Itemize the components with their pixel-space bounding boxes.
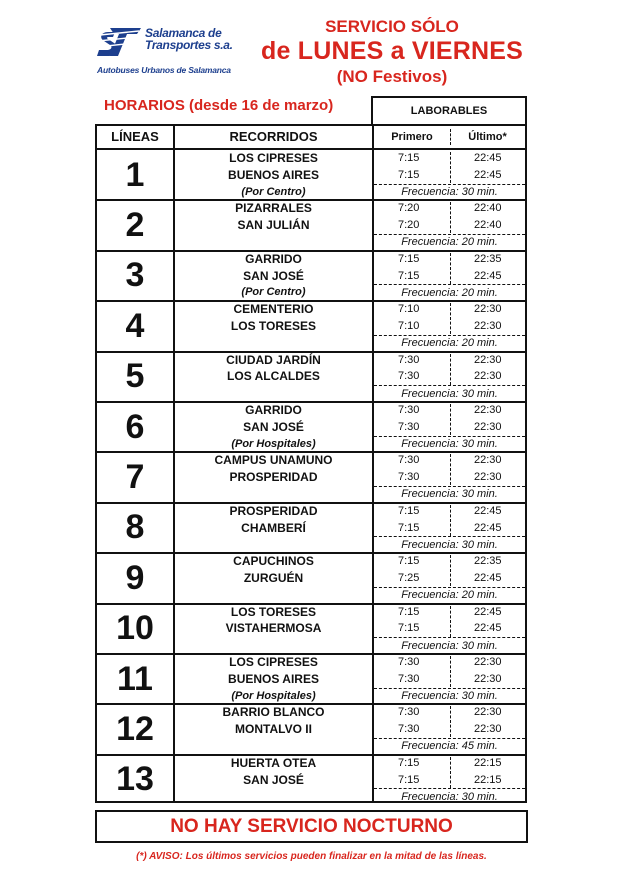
route-stop: CIUDAD JARDÍN	[226, 352, 321, 367]
column-header-primero: Primero	[391, 131, 433, 143]
first-departure-time: 7:15	[398, 504, 420, 517]
time-dash-divider	[450, 202, 451, 233]
line-row-2	[97, 200, 525, 250]
route-stop: SAN JOSÉ	[243, 772, 304, 787]
route-stop: BARRIO BLANCO	[222, 705, 325, 720]
first-departure-time: 7:20	[398, 219, 420, 232]
line-number: 7	[125, 458, 145, 497]
column-header-lineas: LÍNEAS	[111, 129, 159, 144]
frequency-label: Frecuencia: 20 min.	[401, 589, 498, 602]
route-stop: HUERTA OTEA	[230, 755, 317, 770]
route-stop: VISTAHERMOSA	[225, 621, 322, 636]
last-departure-time: 22:45	[474, 152, 502, 164]
last-departure-time: 22:45	[474, 269, 502, 282]
route-stop: CHAMBERÍ	[241, 520, 306, 535]
first-departure-time: 7:30	[398, 471, 420, 484]
last-departure-time: 22:40	[474, 202, 502, 215]
line-row-1	[97, 150, 525, 200]
first-departure-time: 7:30	[398, 656, 420, 668]
route-stop: LOS TORESES	[230, 318, 317, 333]
first-departure-time: 7:30	[398, 723, 420, 736]
line-row-12	[97, 704, 525, 754]
no-night-service-banner: NO HAY SERVICIO NOCTURNO	[95, 810, 528, 843]
first-departure-time: 7:10	[398, 303, 420, 316]
last-departure-time: 22:30	[474, 454, 502, 467]
time-dash-divider	[450, 706, 451, 737]
route-via-note: (Por Centro)	[241, 185, 306, 198]
last-departure-time: 22:30	[474, 656, 502, 668]
line-row-3	[97, 251, 525, 301]
company-name-line1: Salamanca de	[145, 26, 222, 40]
frequency-label: Frecuencia: 30 min.	[401, 690, 498, 702]
route-stop: GARRIDO	[245, 403, 302, 417]
line-number: 1	[125, 155, 145, 194]
first-departure-time: 7:30	[398, 370, 420, 383]
first-departure-time: 7:15	[398, 168, 420, 181]
first-departure-time: 7:30	[398, 404, 420, 416]
last-departure-time: 22:30	[474, 672, 502, 685]
company-name	[145, 27, 233, 51]
frequency-label: Frecuencia: 20 min.	[401, 286, 498, 299]
route-stop: PROSPERIDAD	[229, 470, 318, 485]
last-departure-time: 22:30	[474, 370, 502, 383]
schedule-table	[95, 124, 527, 803]
line-number: 10	[116, 609, 154, 648]
time-dash-divider	[450, 253, 451, 284]
route-stop: SAN JULIÁN	[237, 218, 310, 233]
horarios-heading: HORARIOS (desde 16 de marzo)	[104, 97, 334, 114]
time-dash-divider	[450, 757, 451, 788]
column-header-ultimo: Último*	[468, 131, 507, 143]
first-departure-time: 7:30	[398, 706, 420, 719]
last-departure-time: 22:30	[474, 723, 502, 736]
frequency-label: Frecuencia: 30 min.	[401, 790, 498, 803]
route-stop: SAN JOSÉ	[243, 268, 304, 283]
last-departure-time: 22:45	[474, 622, 502, 635]
route-stop: LOS CIPRESES	[229, 655, 318, 669]
last-departure-time: 22:30	[474, 353, 502, 366]
route-stop: BUENOS AIRES	[228, 671, 319, 686]
first-departure-time: 7:25	[398, 571, 420, 584]
company-tagline: Autobuses Urbanos de Salamanca	[97, 65, 231, 75]
time-dash-divider	[450, 505, 451, 536]
frequency-label: Frecuencia: 45 min.	[401, 740, 498, 753]
line-number: 6	[125, 407, 145, 446]
time-dash-divider	[450, 354, 451, 385]
company-logo	[97, 26, 242, 78]
line-row-4	[97, 301, 525, 351]
first-departure-time: 7:15	[398, 521, 420, 534]
line-row-9	[97, 553, 525, 603]
time-dash-divider	[450, 555, 451, 586]
first-departure-time: 7:15	[398, 622, 420, 635]
last-departure-time: 22:30	[474, 319, 502, 332]
route-stop: LOS TORESES	[230, 604, 317, 619]
line-number: 4	[125, 306, 145, 345]
line-number: 9	[125, 558, 145, 597]
title-dias: de LUNES a VIERNES	[261, 37, 523, 65]
frequency-label: Frecuencia: 30 min.	[401, 387, 498, 400]
line-row-11	[97, 654, 525, 704]
time-dash-divider	[450, 303, 451, 334]
last-departure-time: 22:30	[474, 303, 502, 316]
route-stop: CEMENTERIO	[233, 302, 314, 317]
last-departure-time: 22:45	[474, 605, 502, 618]
line-number: 5	[125, 357, 145, 396]
last-departure-time: 22:30	[474, 420, 502, 433]
laborables-header: LABORABLES	[371, 96, 527, 124]
first-departure-time: 7:15	[398, 756, 420, 769]
line-number: 8	[125, 508, 145, 547]
line-row-7	[97, 452, 525, 502]
time-dash-divider	[450, 152, 451, 183]
aviso-note: (*) AVISO: Los últimos servicios pueden finalizar en la mitad de las líneas.	[136, 851, 487, 862]
last-departure-time: 22:30	[474, 471, 502, 484]
first-departure-time: 7:15	[398, 605, 420, 618]
frequency-label: Frecuencia: 20 min.	[401, 337, 498, 350]
first-departure-time: 7:15	[398, 252, 420, 265]
route-stop: SAN JOSÉ	[243, 419, 304, 434]
last-departure-time: 22:30	[474, 404, 502, 416]
route-stop: CAMPUS UNAMUNO	[214, 453, 333, 468]
last-departure-time: 22:45	[474, 504, 502, 517]
first-departure-time: 7:15	[398, 773, 420, 786]
first-departure-time: 7:30	[398, 420, 420, 433]
last-departure-time: 22:35	[474, 252, 502, 265]
route-stop: LOS ALCALDES	[227, 369, 320, 384]
title-servicio: SERVICIO SÓLO	[325, 17, 459, 36]
line-row-6	[97, 402, 525, 452]
route-stop: PIZARRALES	[235, 201, 312, 216]
line-number: 13	[116, 760, 154, 799]
frequency-label: Frecuencia: 30 min.	[401, 186, 498, 198]
header-dash-divider	[450, 129, 451, 145]
time-dash-divider	[450, 606, 451, 637]
route-stop: MONTALVO II	[235, 722, 312, 737]
route-stop: GARRIDO	[245, 251, 302, 266]
first-departure-time: 7:30	[398, 454, 420, 467]
route-stop: ZURGUÉN	[243, 570, 304, 585]
line-number: 2	[125, 206, 145, 245]
last-departure-time: 22:45	[474, 168, 502, 181]
route-via-note: (Por Centro)	[241, 286, 306, 299]
last-departure-time: 22:35	[474, 555, 502, 568]
route-stop: LOS CIPRESES	[229, 151, 318, 165]
route-stop: BUENOS AIRES	[228, 167, 319, 182]
route-via-note: (Por Hospitales)	[231, 437, 316, 450]
last-departure-time: 22:45	[474, 521, 502, 534]
line-row-5	[97, 352, 525, 402]
line-number: 11	[117, 659, 153, 698]
first-departure-time: 7:15	[398, 269, 420, 282]
time-dash-divider	[450, 404, 451, 435]
route-stop: PROSPERIDAD	[229, 503, 318, 518]
frequency-label: Frecuencia: 20 min.	[401, 236, 498, 249]
title-festivos: (NO Festivos)	[336, 67, 448, 86]
first-departure-time: 7:30	[398, 353, 420, 366]
last-departure-time: 22:30	[474, 706, 502, 719]
first-departure-time: 7:20	[398, 202, 420, 215]
st-logo-icon	[97, 26, 143, 58]
first-departure-time: 7:15	[398, 555, 420, 568]
frequency-label: Frecuencia: 30 min.	[401, 538, 498, 551]
line-number: 12	[116, 710, 154, 749]
line-number: 3	[125, 256, 145, 295]
frequency-label: Frecuencia: 30 min.	[401, 488, 498, 501]
line-row-8	[97, 503, 525, 553]
time-dash-divider	[450, 656, 451, 687]
last-departure-time: 22:40	[474, 219, 502, 232]
time-dash-divider	[450, 454, 451, 485]
first-departure-time: 7:30	[398, 672, 420, 685]
column-header-recorridos: RECORRIDOS	[229, 129, 318, 144]
company-name-line2: Transportes s.a.	[145, 38, 233, 52]
frequency-label: Frecuencia: 30 min.	[401, 438, 498, 450]
last-departure-time: 22:45	[474, 571, 502, 584]
first-departure-time: 7:10	[398, 319, 420, 332]
route-stop: CAPUCHINOS	[233, 554, 314, 569]
last-departure-time: 22:15	[474, 756, 502, 769]
first-departure-time: 7:15	[398, 152, 420, 164]
route-via-note: (Por Hospitales)	[231, 689, 316, 702]
line-row-10	[97, 604, 525, 654]
line-row-13	[97, 755, 525, 805]
frequency-label: Frecuencia: 30 min.	[401, 639, 498, 652]
last-departure-time: 22:15	[474, 773, 502, 786]
